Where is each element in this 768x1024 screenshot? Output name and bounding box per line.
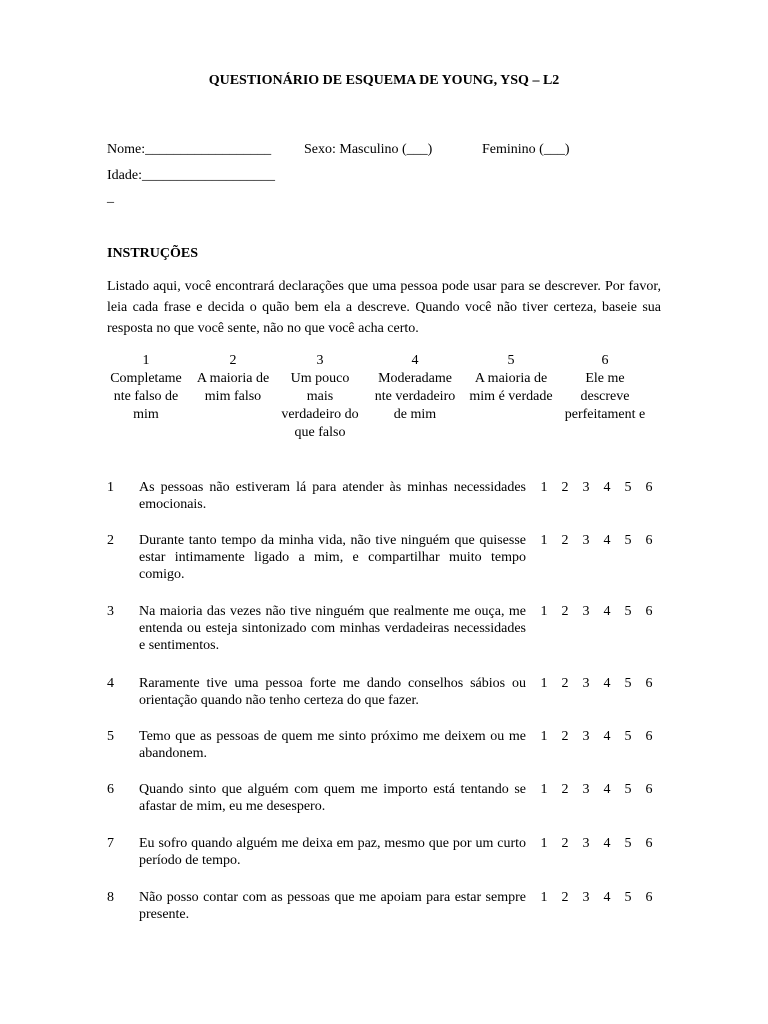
scale-label: Moderadame nte verdadeiro de mim bbox=[374, 371, 456, 422]
question-text: Quando sinto que alguém com quem me importo está tentando se afastar de mim, eu me desespero. bbox=[139, 782, 526, 814]
rating-option[interactable]: 2 bbox=[561, 782, 569, 797]
question-item bbox=[107, 781, 661, 821]
question-text: Na maioria das vezes não tive ninguém que realmente me ouça, me entenda ou esteja sintonizado com minhas verdadeiras necessidades e sentimentos. bbox=[139, 604, 526, 653]
rating-option[interactable]: 6 bbox=[645, 604, 653, 619]
question-item bbox=[107, 675, 661, 715]
rating-option[interactable]: 3 bbox=[582, 676, 590, 691]
question-number: 4 bbox=[107, 676, 114, 691]
rating-option[interactable]: 4 bbox=[603, 676, 611, 691]
instructions-heading: INSTRUÇÕES bbox=[107, 246, 199, 261]
scale-number: 1 bbox=[142, 353, 150, 368]
rating-option[interactable]: 2 bbox=[561, 729, 569, 744]
rating-option[interactable]: 2 bbox=[561, 890, 569, 905]
rating-option[interactable]: 3 bbox=[582, 836, 590, 851]
rating-option[interactable]: 5 bbox=[624, 782, 632, 797]
scale-label: A maioria de mim é verdade bbox=[469, 371, 553, 404]
scale-number: 4 bbox=[411, 353, 419, 368]
rating-option[interactable]: 1 bbox=[540, 480, 548, 495]
rating-option[interactable]: 1 bbox=[540, 729, 548, 744]
rating-option[interactable]: 1 bbox=[540, 836, 548, 851]
rating-option[interactable]: 3 bbox=[582, 480, 590, 495]
question-text: Não posso contar com as pessoas que me apoiam para estar sempre presente. bbox=[139, 890, 526, 922]
scale-label: Completame nte falso de mim bbox=[110, 371, 182, 422]
scale-number: 2 bbox=[229, 353, 237, 368]
rating-option[interactable]: 1 bbox=[540, 604, 548, 619]
rating-option[interactable]: 6 bbox=[645, 533, 653, 548]
rating-option[interactable]: 4 bbox=[603, 890, 611, 905]
question-number: 7 bbox=[107, 836, 114, 851]
rating-option[interactable]: 4 bbox=[603, 604, 611, 619]
instructions-text: Listado aqui, você encontrará declarações que uma pessoa pode usar para se descrever. Por favor, leia cada frase e decida o quão bem ela a descreve. Quando você não tiver certeza, baseie sua resposta no que você sente, não no que você acha certo. bbox=[107, 279, 661, 336]
scale-option bbox=[562, 352, 648, 424]
rating-option[interactable]: 2 bbox=[561, 480, 569, 495]
age-field-continuation: _ bbox=[107, 190, 114, 205]
scale-option bbox=[370, 352, 460, 424]
scale-number: 6 bbox=[601, 353, 609, 368]
rating-option[interactable]: 5 bbox=[624, 729, 632, 744]
rating-option[interactable]: 6 bbox=[645, 676, 653, 691]
rating-option[interactable]: 3 bbox=[582, 782, 590, 797]
question-number: 1 bbox=[107, 480, 114, 495]
rating-option[interactable]: 1 bbox=[540, 890, 548, 905]
name-field: Nome:__________________ bbox=[107, 142, 272, 157]
rating-option[interactable]: 5 bbox=[624, 480, 632, 495]
question-item bbox=[107, 603, 661, 653]
scale-option bbox=[278, 352, 362, 442]
sex-male-field: Sexo: Masculino (___) bbox=[304, 142, 433, 157]
page-title: QUESTIONÁRIO DE ESQUEMA DE YOUNG, YSQ – L2 bbox=[208, 73, 560, 88]
question-item bbox=[107, 479, 661, 519]
scale-option bbox=[468, 352, 554, 406]
rating-option[interactable]: 2 bbox=[561, 836, 569, 851]
rating-option[interactable]: 1 bbox=[540, 533, 548, 548]
rating-option[interactable]: 4 bbox=[603, 480, 611, 495]
rating-option[interactable]: 6 bbox=[645, 729, 653, 744]
rating-option[interactable]: 4 bbox=[603, 533, 611, 548]
scale-option bbox=[196, 352, 270, 406]
rating-option[interactable]: 2 bbox=[561, 533, 569, 548]
scale-option bbox=[104, 352, 188, 424]
rating-option[interactable]: 5 bbox=[624, 533, 632, 548]
question-text: Temo que as pessoas de quem me sinto próximo me deixem ou me abandonem. bbox=[139, 729, 526, 761]
rating-option[interactable]: 4 bbox=[603, 836, 611, 851]
rating-option[interactable]: 2 bbox=[561, 604, 569, 619]
scale-number: 3 bbox=[316, 353, 324, 368]
question-item bbox=[107, 728, 661, 768]
age-field: Idade:___________________ bbox=[107, 168, 275, 183]
scale-label: Um pouco mais verdadeiro do que falso bbox=[281, 371, 359, 440]
rating-option[interactable]: 5 bbox=[624, 890, 632, 905]
scale-label: Ele me descreve perfeitament e bbox=[564, 371, 646, 422]
scale-number: 5 bbox=[507, 353, 515, 368]
rating-option[interactable]: 1 bbox=[540, 676, 548, 691]
rating-option[interactable]: 3 bbox=[582, 604, 590, 619]
question-number: 8 bbox=[107, 890, 114, 905]
scale-label: A maioria de mim falso bbox=[196, 371, 270, 404]
rating-option[interactable]: 3 bbox=[582, 890, 590, 905]
rating-option[interactable]: 5 bbox=[624, 604, 632, 619]
question-text: Durante tanto tempo da minha vida, não tive ninguém que quisesse estar intimamente ligado a mim, e compartilhar muito tempo comigo. bbox=[139, 533, 526, 582]
rating-option[interactable]: 4 bbox=[603, 782, 611, 797]
rating-option[interactable]: 6 bbox=[645, 782, 653, 797]
question-number: 6 bbox=[107, 782, 114, 797]
rating-option[interactable]: 6 bbox=[645, 890, 653, 905]
rating-option[interactable]: 3 bbox=[582, 729, 590, 744]
question-text: Raramente tive uma pessoa forte me dando conselhos sábios ou orientação quando não tenho certeza do que fazer. bbox=[139, 676, 526, 708]
rating-option[interactable]: 6 bbox=[645, 480, 653, 495]
rating-option[interactable]: 2 bbox=[561, 676, 569, 691]
question-item bbox=[107, 532, 661, 582]
question-number: 3 bbox=[107, 604, 114, 619]
question-text: Eu sofro quando alguém me deixa em paz, mesmo que por um curto período de tempo. bbox=[139, 836, 526, 868]
question-item bbox=[107, 835, 661, 875]
rating-option[interactable]: 4 bbox=[603, 729, 611, 744]
rating-option[interactable]: 5 bbox=[624, 676, 632, 691]
rating-option[interactable]: 6 bbox=[645, 836, 653, 851]
rating-option[interactable]: 3 bbox=[582, 533, 590, 548]
question-number: 5 bbox=[107, 729, 114, 744]
question-text: As pessoas não estiveram lá para atender às minhas necessidades emocionais. bbox=[139, 480, 526, 512]
rating-option[interactable]: 5 bbox=[624, 836, 632, 851]
sex-female-field: Feminino (___) bbox=[482, 142, 570, 157]
question-number: 2 bbox=[107, 533, 114, 548]
rating-option[interactable]: 1 bbox=[540, 782, 548, 797]
question-item bbox=[107, 889, 661, 929]
